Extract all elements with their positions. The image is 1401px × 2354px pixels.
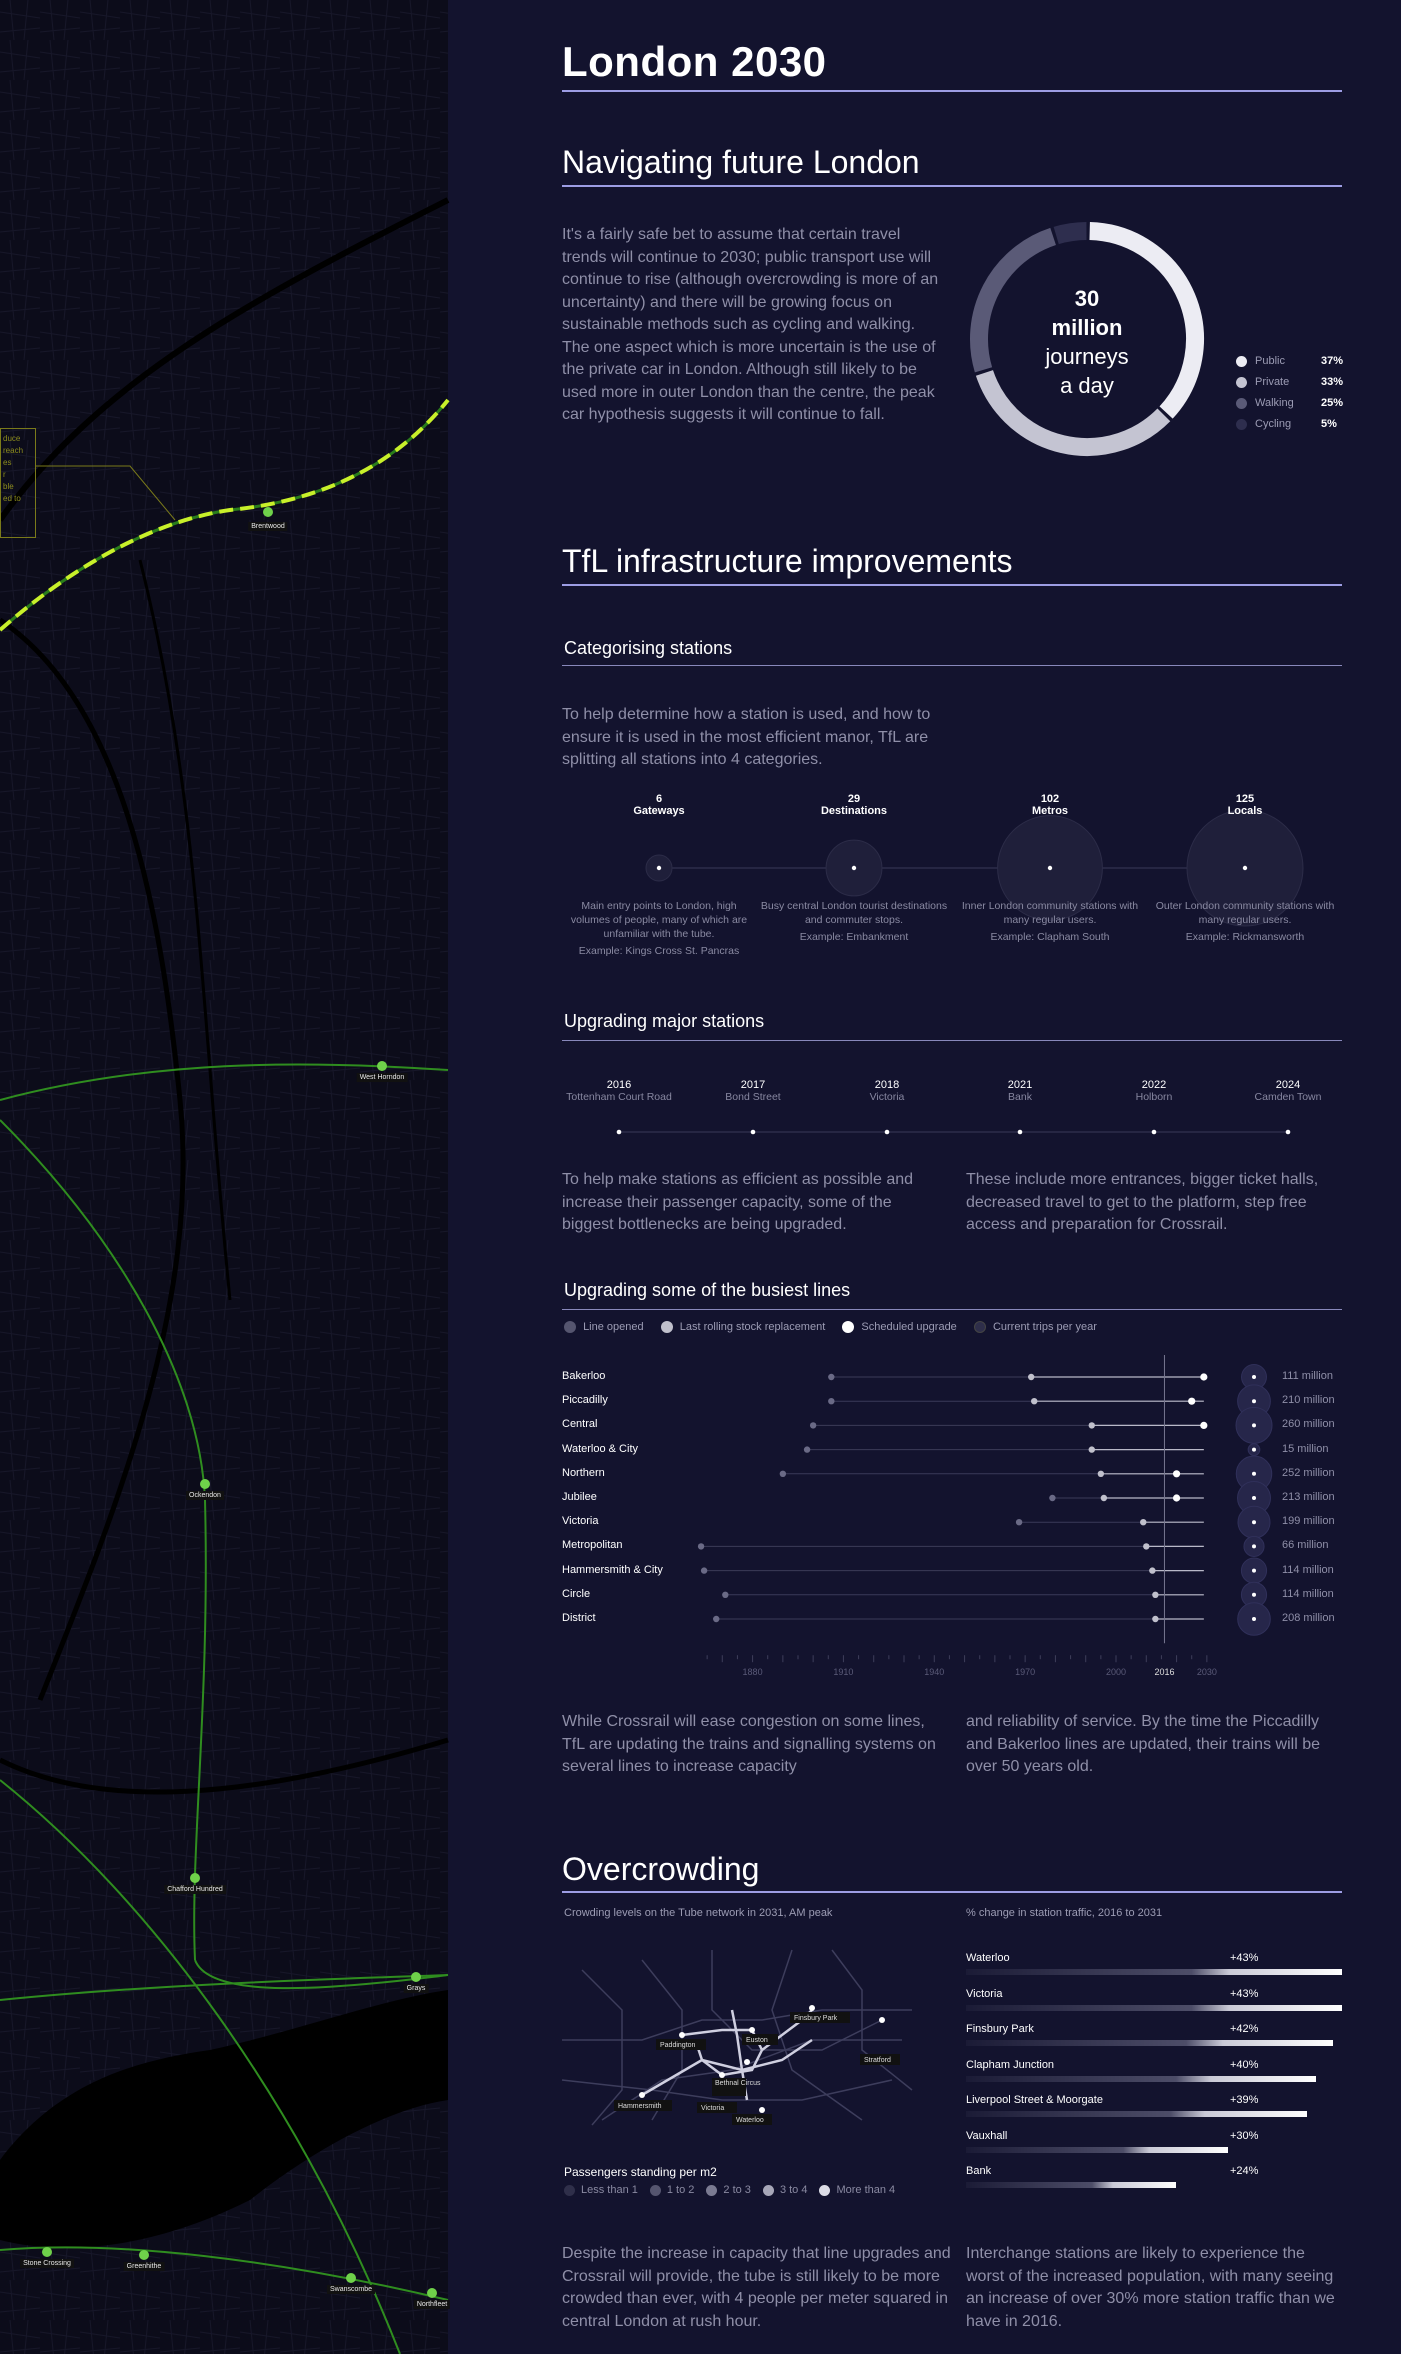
donut-legend-item bbox=[1236, 397, 1356, 409]
axis-tick-label: 2000 bbox=[1105, 1667, 1127, 1678]
rolling-stock-dot bbox=[1098, 1471, 1104, 1477]
crowding-legend bbox=[564, 2184, 895, 2196]
rolling-stock-dot bbox=[1152, 1616, 1158, 1622]
category-count: 29 bbox=[847, 793, 861, 805]
line-trips: 114 million bbox=[1282, 1563, 1334, 1576]
upgrade-year: 2018 bbox=[874, 1079, 900, 1091]
bar-value-label: +43% bbox=[1230, 1952, 1259, 1964]
axis-tick-label: 1970 bbox=[1015, 1667, 1036, 1678]
station-upgrade-item bbox=[1094, 1079, 1214, 1104]
trips-dot bbox=[1252, 1520, 1256, 1524]
line-opened-dot bbox=[828, 1374, 834, 1380]
lines-legend: Line opened Last rolling stock replacement Scheduled upgrade Current trips per year bbox=[564, 1321, 1097, 1333]
upgrade-year: 2016 bbox=[606, 1079, 632, 1091]
subheading-busiest-lines: Upgrading some of the busiest lines bbox=[564, 1280, 851, 1300]
bar-value-label: +40% bbox=[1230, 2058, 1259, 2071]
upgrading-body-right: These include more entrances, bigger ticket halls, decreased travel to get to the platform, step free access and preparation for Crossrail. bbox=[966, 1171, 1319, 1233]
crowding-legend-label: Less than 1 bbox=[581, 2184, 638, 2196]
bar-station-name: Liverpool Street & Moorgate bbox=[966, 2094, 1103, 2106]
upgrade-station: Victoria bbox=[869, 1091, 905, 1103]
category-name: Destinations bbox=[820, 805, 887, 817]
traffic-bar bbox=[966, 2005, 1342, 2011]
bar-station-name: Finsbury Park bbox=[966, 2023, 1034, 2035]
crowding-legend-label: 1 to 2 bbox=[666, 2184, 695, 2196]
category-desc: Busy central London tourist destinations and commuter stops. bbox=[760, 900, 948, 926]
category-name: Gateways bbox=[633, 805, 685, 817]
trips-dot bbox=[1252, 1569, 1256, 1573]
line-opened-dot bbox=[810, 1422, 816, 1428]
bar-station-name: Vauxhall bbox=[966, 2129, 1008, 2142]
map-panel[interactable] bbox=[0, 0, 448, 2354]
lines-body-left: While Crossrail will ease congestion on some lines, TfL are updating the trains and signalling systems on several lines to increase capacity bbox=[562, 1713, 936, 1775]
legend-swatch bbox=[1236, 377, 1247, 388]
crowding-swatch bbox=[763, 2185, 774, 2196]
crowding-legend-label: More than 4 bbox=[836, 2184, 896, 2196]
category-desc: Outer London community stations with many regular users. bbox=[1155, 900, 1335, 926]
divider bbox=[562, 1891, 1342, 1893]
axis-tick-label: 1940 bbox=[924, 1667, 945, 1678]
upgrade-station: Bank bbox=[1008, 1091, 1032, 1103]
line-name: Bakerloo bbox=[562, 1370, 606, 1382]
scheduled-upgrade-dot bbox=[1200, 1422, 1207, 1429]
line-name: Jubilee bbox=[562, 1491, 597, 1503]
map-label-grays: Grays bbox=[404, 1984, 429, 1993]
line-opened-dot bbox=[698, 1543, 704, 1549]
map-callout: duce reach es r ble ed to bbox=[0, 428, 36, 538]
upgrade-year: 2017 bbox=[740, 1079, 766, 1091]
navigating-body: It's a fairly safe bet to assume that certain travel trends will continue to 2030; public transport use will continue to rise (although overcrowding is more of an uncertainty) and there will be growing focus on sustainable methods such as cycling and walking. The one aspect which is more uncertain is the use of the private car in London. Although still likely to be used more in outer London than the centre, the peak car hypothesis suggests it will continue to fall. bbox=[562, 226, 939, 423]
legend-label: Private bbox=[1255, 376, 1290, 388]
line-trips: 66 million bbox=[1282, 1539, 1329, 1552]
line-opened-dot bbox=[1016, 1519, 1022, 1525]
divider bbox=[562, 90, 1342, 92]
trips-dot bbox=[1252, 1423, 1256, 1427]
category-count: 125 bbox=[1235, 793, 1255, 805]
station-upgrade-timeline bbox=[562, 1120, 1342, 1150]
line-opened-dot bbox=[722, 1592, 728, 1598]
map-label-greenhithe: Greenhithe bbox=[124, 2262, 165, 2271]
map-canvas bbox=[0, 0, 448, 2354]
legend-value: 33% bbox=[1321, 376, 1344, 388]
rolling-stock-dot bbox=[1149, 1567, 1155, 1573]
legend-label: Public bbox=[1255, 355, 1285, 367]
line-trips: 252 million bbox=[1282, 1466, 1335, 1479]
traffic-bar bbox=[966, 2147, 1228, 2153]
category-count: 102 bbox=[1040, 793, 1060, 805]
line-trips: 210 million bbox=[1282, 1394, 1335, 1407]
bar-value-label: +43% bbox=[1230, 1987, 1259, 2000]
rolling-stock-dot bbox=[1028, 1374, 1034, 1380]
line-name: Hammersmith & City bbox=[562, 1563, 663, 1576]
map-label-stone-crossing: Stone Crossing bbox=[20, 2259, 74, 2268]
category-description bbox=[1150, 899, 1340, 944]
legend-label: Cycling bbox=[1255, 418, 1292, 430]
line-name: Piccadilly bbox=[562, 1394, 608, 1407]
bar-station-name: Bank bbox=[966, 2165, 992, 2177]
donut-center-text: 30 million journeys a day bbox=[1045, 286, 1129, 398]
categorising-body: To help determine how a station is used, and how to ensure it is used in the most efficient manor, TfL are splitting all stations into 4 categories. bbox=[562, 706, 931, 768]
legend-label: Walking bbox=[1255, 397, 1294, 409]
category-example: Example: Clapham South bbox=[990, 931, 1110, 943]
category-dot bbox=[1048, 866, 1052, 870]
line-upgrades-chart bbox=[562, 1355, 1342, 1678]
upgrade-station: Holborn bbox=[1135, 1091, 1173, 1103]
tube-label-paddington: Paddington bbox=[660, 2042, 696, 2049]
legend-value: 5% bbox=[1321, 418, 1337, 430]
category-desc: Inner London community stations with many regular users. bbox=[961, 900, 1139, 926]
line-name: Central bbox=[562, 1418, 598, 1431]
bar-value-label: +42% bbox=[1230, 2023, 1259, 2035]
donut-legend-item bbox=[1236, 376, 1356, 388]
timeline-dot bbox=[617, 1130, 622, 1135]
station-upgrade-item bbox=[827, 1079, 947, 1104]
crowding-swatch bbox=[650, 2185, 661, 2196]
traffic-bar bbox=[966, 2111, 1307, 2117]
upgrade-station: Bond Street bbox=[725, 1091, 781, 1103]
map-label-west-horndon: West Horndon bbox=[357, 1073, 408, 1082]
map-label-ockendon: Ockendon bbox=[186, 1491, 224, 1500]
scheduled-upgrade-dot bbox=[1173, 1494, 1180, 1501]
upgrade-station: Camden Town bbox=[1254, 1091, 1322, 1103]
timeline-dot bbox=[1018, 1130, 1023, 1135]
category-example: Example: Kings Cross St. Pancras bbox=[578, 945, 740, 957]
station-upgrade-item bbox=[960, 1079, 1080, 1104]
tube-label-stratford: Stratford bbox=[864, 2057, 891, 2064]
category-count: 6 bbox=[655, 793, 663, 805]
divider bbox=[562, 185, 1342, 187]
category-heading-gateways bbox=[564, 793, 754, 817]
scheduled-upgrade-dot bbox=[1188, 1398, 1195, 1405]
map-label-northfleet: Northfleet bbox=[414, 2300, 450, 2309]
category-dot bbox=[1243, 866, 1247, 870]
bar-station-name: Victoria bbox=[966, 1987, 1003, 2000]
category-dot bbox=[852, 866, 856, 870]
bar-station-name: Waterloo bbox=[966, 1952, 1010, 1964]
axis-tick-label: 2016 bbox=[1154, 1667, 1175, 1678]
rolling-stock-dot bbox=[1152, 1592, 1158, 1598]
section-heading-tfl: TfL infrastructure improvements bbox=[562, 543, 1013, 579]
crowding-swatch bbox=[706, 2185, 717, 2196]
divider bbox=[562, 1309, 1342, 1310]
rolling-stock-dot bbox=[1143, 1543, 1149, 1549]
timeline-dot bbox=[885, 1130, 890, 1135]
line-opened-dot bbox=[713, 1616, 719, 1622]
map-label-chafford-hundred: Chafford Hundred bbox=[164, 1885, 226, 1894]
rolling-stock-dot bbox=[1089, 1446, 1095, 1452]
category-description bbox=[759, 899, 949, 944]
legend-swatch bbox=[1236, 356, 1247, 367]
donut-legend-item bbox=[1236, 418, 1356, 430]
trips-dot bbox=[1252, 1544, 1256, 1548]
line-opened-dot bbox=[780, 1471, 786, 1477]
trips-dot bbox=[1252, 1448, 1256, 1452]
line-trips: 208 million bbox=[1282, 1612, 1335, 1624]
traffic-bar bbox=[966, 2076, 1316, 2082]
category-description bbox=[955, 899, 1145, 944]
legend-value: 25% bbox=[1321, 397, 1344, 409]
crowding-legend-label: 2 to 3 bbox=[723, 2184, 751, 2196]
category-example: Example: Embankment bbox=[799, 931, 909, 943]
category-heading-locals bbox=[1150, 793, 1340, 817]
map-label-brentwood: Brentwood bbox=[248, 522, 287, 531]
station-upgrade-item bbox=[1228, 1079, 1348, 1104]
rolling-stock-dot bbox=[1089, 1422, 1095, 1428]
tube-label-waterloo: Waterloo bbox=[736, 2117, 764, 2124]
line-opened-dot bbox=[1049, 1495, 1055, 1501]
category-desc: Main entry points to London, high volumes of people, many of which are unfamiliar with the tube. bbox=[570, 900, 748, 940]
line-trips: 111 million bbox=[1282, 1370, 1333, 1382]
divider bbox=[562, 1040, 1342, 1041]
category-name: Metros bbox=[1031, 805, 1069, 817]
crowding-swatch bbox=[819, 2185, 830, 2196]
rolling-stock-dot bbox=[1101, 1495, 1107, 1501]
section-heading-navigating: Navigating future London bbox=[562, 144, 920, 180]
axis-tick-label: 1910 bbox=[833, 1667, 854, 1678]
line-trips: 213 million bbox=[1282, 1491, 1335, 1503]
traffic-bar bbox=[966, 2040, 1333, 2046]
upgrade-year: 2021 bbox=[1007, 1079, 1033, 1091]
tube-label-finsbury-park: Finsbury Park bbox=[794, 2015, 838, 2022]
trips-dot bbox=[1252, 1472, 1256, 1476]
category-description bbox=[564, 899, 754, 958]
line-name: Circle bbox=[562, 1587, 591, 1600]
line-name: Northern bbox=[562, 1466, 605, 1479]
upgrade-year: 2024 bbox=[1275, 1079, 1301, 1091]
line-name: District bbox=[562, 1612, 596, 1624]
category-example: Example: Rickmansworth bbox=[1185, 931, 1305, 943]
line-trips: 199 million bbox=[1282, 1515, 1335, 1528]
tube-label-bethnal-circus: Bethnal Circus bbox=[715, 2080, 761, 2087]
page-title: London 2030 bbox=[562, 38, 827, 85]
trips-dot bbox=[1252, 1375, 1256, 1379]
bar-station-name: Clapham Junction bbox=[966, 2058, 1055, 2071]
donut-legend-item bbox=[1236, 355, 1356, 367]
timeline-dot bbox=[751, 1130, 756, 1135]
trips-dot bbox=[1252, 1617, 1256, 1621]
rolling-stock-dot bbox=[1031, 1398, 1037, 1404]
upgrade-station: Tottenham Court Road bbox=[566, 1091, 672, 1103]
overcrowding-body-left: Despite the increase in capacity that line upgrades and Crossrail will provide, the tube is still likely to be more crowded than ever, with 4 people per meter squared in central London at rush hour. bbox=[562, 2245, 951, 2330]
category-heading-destinations bbox=[759, 793, 949, 817]
crowding-map-caption: Crowding levels on the Tube network in 2031, AM peak bbox=[564, 1907, 833, 1919]
divider bbox=[562, 665, 1342, 666]
tube-crowding-map bbox=[562, 1950, 912, 2130]
map-label-swanscombe: Swanscombe bbox=[327, 2285, 375, 2294]
legend-swatch bbox=[1236, 419, 1247, 430]
trips-dot bbox=[1252, 1593, 1256, 1597]
scheduled-upgrade-dot bbox=[1200, 1373, 1207, 1380]
overcrowding-body-right: Interchange stations are likely to experience the worst of the increased population, with many seeing an increase of over 30% more station traffic than we have in 2016. bbox=[966, 2245, 1335, 2330]
line-name: Waterloo & City bbox=[562, 1442, 639, 1455]
category-heading-metros bbox=[955, 793, 1145, 817]
divider bbox=[562, 584, 1342, 586]
trips-dot bbox=[1252, 1496, 1256, 1500]
station-upgrade-item bbox=[559, 1079, 679, 1104]
timeline-dot bbox=[1286, 1130, 1291, 1135]
station-traffic-caption: % change in station traffic, 2016 to 2031 bbox=[966, 1907, 1163, 1919]
bar-value-label: +39% bbox=[1230, 2094, 1259, 2106]
line-name: Victoria bbox=[562, 1515, 599, 1528]
scheduled-upgrade-swatch bbox=[842, 1321, 854, 1333]
traffic-bar bbox=[966, 1969, 1342, 1975]
tube-label-victoria: Victoria bbox=[701, 2105, 725, 2112]
upgrade-year: 2022 bbox=[1141, 1079, 1167, 1091]
axis-tick-label: 2030 bbox=[1196, 1667, 1217, 1678]
line-name: Metropolitan bbox=[562, 1539, 623, 1552]
traffic-bar bbox=[966, 2182, 1176, 2188]
line-trips: 114 million bbox=[1282, 1587, 1334, 1600]
trips-dot bbox=[1252, 1399, 1256, 1403]
lines-body-right: and reliability of service. By the time the Piccadilly and Bakerloo lines are updated, their trains will be over 50 years old. bbox=[966, 1713, 1320, 1775]
crowding-legend-title: Passengers standing per m2 bbox=[564, 2165, 717, 2179]
tube-label-euston: Euston bbox=[746, 2037, 768, 2044]
legend-value: 37% bbox=[1321, 355, 1344, 367]
crowding-legend-label: 3 to 4 bbox=[779, 2184, 808, 2196]
line-opened-swatch bbox=[564, 1321, 576, 1333]
timeline-dot bbox=[1152, 1130, 1157, 1135]
trips-swatch bbox=[974, 1321, 986, 1333]
line-opened-dot bbox=[828, 1398, 834, 1404]
scheduled-upgrade-dot bbox=[1173, 1470, 1180, 1477]
rolling-stock-swatch bbox=[661, 1321, 673, 1333]
line-trips: 260 million bbox=[1282, 1418, 1335, 1431]
crowding-swatch bbox=[564, 2185, 575, 2196]
bar-value-label: +24% bbox=[1230, 2165, 1259, 2177]
subheading-categorising: Categorising stations bbox=[564, 638, 733, 658]
tube-label-hammersmith: Hammersmith bbox=[618, 2103, 662, 2110]
subheading-upgrading-stations: Upgrading major stations bbox=[564, 1011, 765, 1031]
axis-tick-label: 1880 bbox=[742, 1667, 763, 1678]
line-opened-dot bbox=[701, 1567, 707, 1573]
rolling-stock-dot bbox=[1140, 1519, 1146, 1525]
line-trips: 15 million bbox=[1282, 1442, 1329, 1455]
donut-slice-cycling bbox=[1056, 231, 1086, 235]
station-upgrade-item bbox=[693, 1079, 813, 1104]
bar-value-label: +30% bbox=[1230, 2129, 1259, 2142]
legend-swatch bbox=[1236, 398, 1247, 409]
upgrading-body-left: To help make stations as efficient as possible and increase their passenger capacity, some of the biggest bottlenecks are being upgraded. bbox=[562, 1171, 914, 1233]
line-opened-dot bbox=[804, 1446, 810, 1452]
category-name: Locals bbox=[1227, 805, 1263, 817]
category-dot bbox=[657, 866, 661, 870]
section-heading-overcrowding: Overcrowding bbox=[562, 1851, 760, 1887]
